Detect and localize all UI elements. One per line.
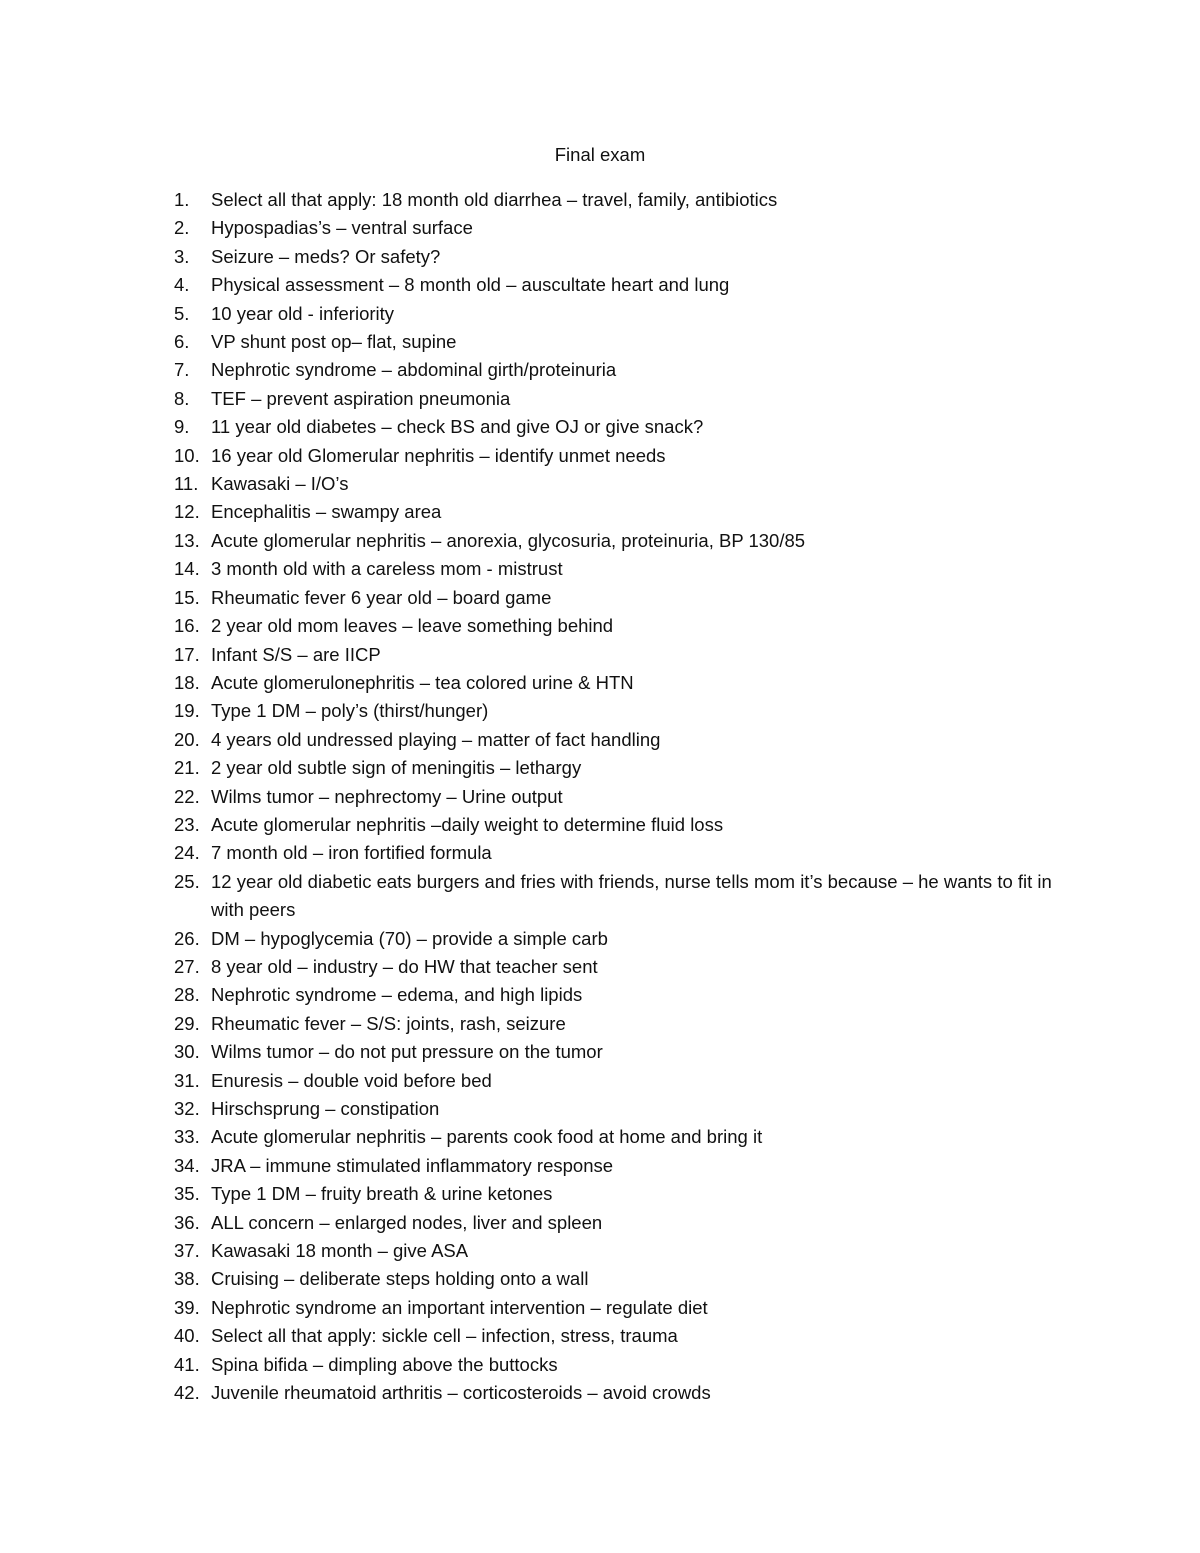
list-item-number: 7. (174, 359, 190, 381)
list-item (174, 1294, 1074, 1322)
list-item (174, 697, 1074, 725)
list-item (174, 925, 1074, 953)
list-item-number: 6. (174, 331, 190, 353)
list-item (174, 271, 1074, 299)
list-item (174, 641, 1074, 669)
list-item (174, 953, 1074, 981)
list-item-text: Nephrotic syndrome – abdominal girth/proteinuria (211, 359, 617, 381)
list-item-number: 3. (174, 245, 190, 267)
list-item-text: Nephrotic syndrome – edema, and high lipids (211, 984, 583, 1006)
list-item (174, 1237, 1074, 1265)
list-item-number: 16. (174, 615, 200, 637)
list-item-number: 28. (174, 984, 200, 1006)
list-item-number: 30. (174, 1041, 200, 1063)
list-item-number: 10. (174, 444, 200, 466)
list-item-number: 34. (174, 1154, 200, 1176)
list-item (174, 726, 1074, 754)
list-item-text: Type 1 DM – fruity breath & urine ketones (211, 1183, 553, 1205)
list-item-number: 31. (174, 1069, 200, 1091)
list-item-text: Encephalitis – swampy area (211, 501, 442, 523)
list-item-number: 29. (174, 1012, 200, 1034)
list-item-number: 20. (174, 728, 200, 750)
list-item-text: Cruising – deliberate steps holding onto a wall (211, 1268, 589, 1290)
document-title: Final exam (554, 144, 646, 165)
list-item-text: 16 year old Glomerular nephritis – identify unmet needs (211, 444, 666, 466)
list-item-number: 13. (174, 529, 200, 551)
list-item (174, 214, 1074, 242)
list-item-text: Spina bifida – dimpling above the buttocks (211, 1353, 558, 1375)
list-item-text: 10 year old - inferiority (211, 302, 395, 324)
list-item-number: 15. (174, 586, 200, 608)
list-item-text: Enuresis – double void before bed (211, 1069, 492, 1091)
list-item-number: 23. (174, 813, 200, 835)
list-item (174, 356, 1074, 384)
list-item-number: 32. (174, 1098, 200, 1119)
exam-item-list (174, 186, 1074, 1407)
list-item (174, 300, 1074, 328)
list-item (174, 470, 1074, 498)
list-item-number: 41. (174, 1353, 200, 1375)
list-item-text: JRA – immune stimulated inflammatory response (211, 1154, 614, 1176)
list-item-number: 12. (174, 501, 200, 523)
list-item (174, 1209, 1074, 1237)
list-item (174, 385, 1074, 413)
list-item (174, 498, 1074, 526)
list-item (174, 186, 1074, 214)
list-item-text: Infant S/S – are IICP (211, 643, 381, 665)
list-item-text: Nephrotic syndrome an important intervention – regulate diet (211, 1296, 708, 1318)
list-item-text: Rheumatic fever – S/S: joints, rash, seizure (211, 1012, 566, 1034)
list-item-text: Juvenile rheumatoid arthritis – corticosteroids – avoid crowds (211, 1382, 711, 1404)
list-item-text: Rheumatic fever 6 year old – board game (211, 586, 552, 608)
list-item-text: 2 year old subtle sign of meningitis – lethargy (211, 757, 582, 779)
list-item (174, 612, 1074, 640)
list-item (174, 1351, 1074, 1379)
list-item-text: Acute glomerulonephritis – tea colored urine & HTN (211, 671, 634, 693)
list-item-number: 21. (174, 757, 200, 779)
list-item-number: 18. (174, 671, 200, 693)
list-item-text: Acute glomerular nephritis – parents cook food at home and bring it (211, 1126, 763, 1148)
list-item-number: 36. (174, 1211, 200, 1233)
list-item-number: 22. (174, 785, 200, 807)
list-item-number: 33. (174, 1126, 200, 1148)
list-item-number: 39. (174, 1296, 200, 1318)
list-item (174, 839, 1074, 867)
list-item (174, 413, 1074, 441)
list-item (174, 1265, 1074, 1293)
list-item (174, 811, 1074, 839)
list-item-text: Acute glomerular nephritis – anorexia, glycosuria, proteinuria, BP 130/85 (211, 529, 806, 551)
list-item-text: Hirschsprung – constipation (211, 1098, 440, 1119)
list-item-number: 11. (174, 473, 199, 495)
list-item (174, 1038, 1074, 1066)
list-item (174, 1152, 1074, 1180)
list-item-text: Physical assessment – 8 month old – auscultate heart and lung (211, 274, 730, 296)
list-item-text: Seizure – meds? Or safety? (211, 245, 441, 267)
list-item-text: Wilms tumor – do not put pressure on the tumor (211, 1041, 603, 1063)
list-item-text: Hypospadias’s – ventral surface (211, 217, 473, 239)
list-item-number: 1. (174, 189, 190, 210)
list-item-text: 12 year old diabetic eats burgers and fries with friends, nurse tells mom it’s because – he wants to fit in with peers (211, 870, 1052, 921)
list-item (174, 1123, 1074, 1151)
list-item-number: 42. (174, 1382, 200, 1404)
list-item (174, 783, 1074, 811)
list-item-text: Select all that apply: sickle cell – infection, stress, trauma (211, 1325, 678, 1347)
list-item-text: 8 year old – industry – do HW that teacher sent (211, 955, 598, 977)
list-item-number: 37. (174, 1240, 200, 1262)
list-item-text: 11 year old diabetes – check BS and give OJ or give snack? (211, 416, 704, 438)
list-item-number: 14. (174, 558, 200, 580)
list-item-text: 4 years old undressed playing – matter of fact handling (211, 728, 661, 750)
list-item-text: 7 month old – iron fortified formula (211, 842, 492, 864)
list-item (174, 1322, 1074, 1350)
list-item-text: Wilms tumor – nephrectomy – Urine output (211, 785, 563, 807)
list-item-text: VP shunt post op– flat, supine (211, 331, 457, 353)
list-item-text: ALL concern – enlarged nodes, liver and spleen (211, 1211, 603, 1233)
list-item-number: 40. (174, 1325, 200, 1347)
list-item (174, 754, 1074, 782)
list-item-text: TEF – prevent aspiration pneumonia (211, 387, 511, 409)
list-item (174, 328, 1074, 356)
list-item (174, 1067, 1074, 1095)
list-item-number: 17. (174, 643, 200, 665)
list-item-number: 25. (174, 870, 200, 892)
list-item-text: 2 year old mom leaves – leave something behind (211, 615, 614, 637)
list-item-text: Type 1 DM – poly’s (thirst/hunger) (211, 700, 489, 722)
list-item (174, 555, 1074, 583)
list-item (174, 1010, 1074, 1038)
list-item (174, 442, 1074, 470)
list-item (174, 584, 1074, 612)
list-item-number: 8. (174, 387, 190, 409)
list-item-number: 27. (174, 955, 200, 977)
list-item-text: Select all that apply: 18 month old diarrhea – travel, family, antibiotics (211, 189, 778, 210)
list-item (174, 981, 1074, 1009)
list-item-number: 5. (174, 302, 190, 324)
list-item-number: 2. (174, 217, 190, 239)
list-item-number: 38. (174, 1268, 200, 1290)
list-item (174, 1095, 1074, 1123)
list-item-number: 19. (174, 700, 200, 722)
list-item (174, 1379, 1074, 1407)
list-item-number: 24. (174, 842, 200, 864)
list-item-number: 26. (174, 927, 200, 949)
list-item-text: Acute glomerular nephritis –daily weight to determine fluid loss (211, 813, 724, 835)
list-item (174, 527, 1074, 555)
list-item (174, 669, 1074, 697)
list-item-number: 35. (174, 1183, 200, 1205)
list-item (174, 243, 1074, 271)
list-item (174, 1180, 1074, 1208)
list-item-text: Kawasaki – I/O’s (211, 473, 349, 495)
list-item-number: 9. (174, 416, 190, 438)
list-item-text: DM – hypoglycemia (70) – provide a simple carb (211, 927, 608, 949)
list-item-number: 4. (174, 274, 190, 296)
list-item-text: 3 month old with a careless mom - mistrust (211, 558, 563, 580)
list-item (174, 868, 1074, 925)
list-item-text: Kawasaki 18 month – give ASA (211, 1240, 469, 1262)
